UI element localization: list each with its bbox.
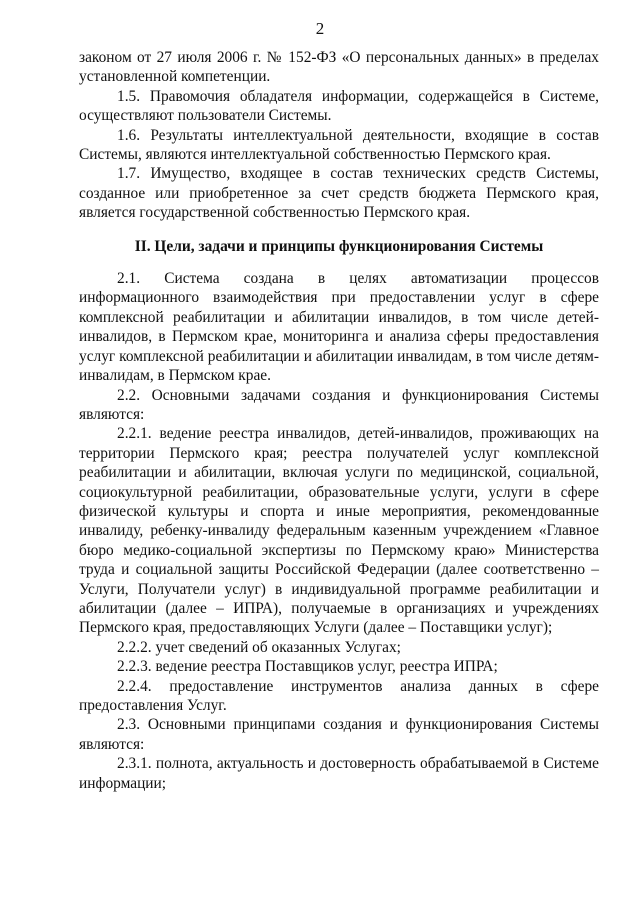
paragraph-1-5: 1.5. Правомочия обладателя информации, содержащейся в Системе, осуществляют пользователи Системы.	[79, 87, 599, 125]
page-number: 2	[315, 19, 325, 38]
paragraph-2-2: 2.2. Основными задачами создания и функционирования Системы являются:	[79, 386, 599, 423]
paragraph-1-7: 1.7. Имущество, входящее в состав технических средств Системы, созданное или приобретенное за счет средств бюджета Пермского края, является государственной собственностью Пермского края.	[79, 165, 599, 222]
section-heading: II. Цели, задачи и принципы функционирования Системы	[134, 237, 544, 255]
paragraph-2-2-4: 2.2.4. предоставление инструментов анализа данных в сфере предоставления Услуг.	[79, 677, 599, 714]
paragraph-2-3-1: 2.3.1. полнота, актуальность и достоверность обрабатываемой в Системе информации;	[79, 755, 599, 792]
paragraph-2-2-2: 2.2.2. учет сведений об оказанных Услугах;	[117, 638, 401, 656]
paragraph-2-2-3: 2.2.3. ведение реестра Поставщиков услуг, реестра ИПРА;	[117, 658, 498, 676]
document-body	[79, 48, 599, 793]
paragraph-1-6: 1.6. Результаты интеллектуальной деятельности, входящие в состав Системы, являются интеллектуальной собственностью Пермского края.	[79, 126, 599, 164]
paragraph-2-3: 2.3. Основными принципами создания и функционирования Системы являются:	[79, 716, 599, 753]
paragraph-continuation: законом от 27 июля 2006 г. № 152-ФЗ «О персональных данных» в пределах установленной компетенции.	[79, 49, 599, 86]
paragraph-2-2-1: 2.2.1. ведение реестра инвалидов, детей-инвалидов, проживающих на территории Пермского края; реестра получателей услуг комплексной реабилитации и абилитации, включая услуги по медицинской, социальной, социокультурной реабилитации, образовательные услуги, услуги в сфере физической культуры и спорта и иные мероприятия, рекомендованные инвалиду, ребенку-инвалиду федеральным казенным учреждением «Главное бюро медико-социальной экспертизы по Пермскому краю» Министерства труда и социальной защиты Российской Федерации (далее соответственно – Услуги, Получатели услуг) в индивидуальной программе реабилитации и абилитации (далее – ИПРА), получаемые в организациях и учреждениях Пермского края, предоставляющих Услуги (далее – Поставщики услуг);	[79, 425, 599, 637]
paragraph-2-1: 2.1. Система создана в целях автоматизации процессов информационного взаимодействия при предоставлении услуг в сфере комплексной реабилитации и абилитации инвалидов, в том числе детей-инвалидов, в Пермском крае, мониторинга и анализа сферы предоставления услуг комплексной реабилитации и абилитации инвалидам, в том числе детям-инвалидам, в Пермском крае.	[79, 270, 599, 385]
